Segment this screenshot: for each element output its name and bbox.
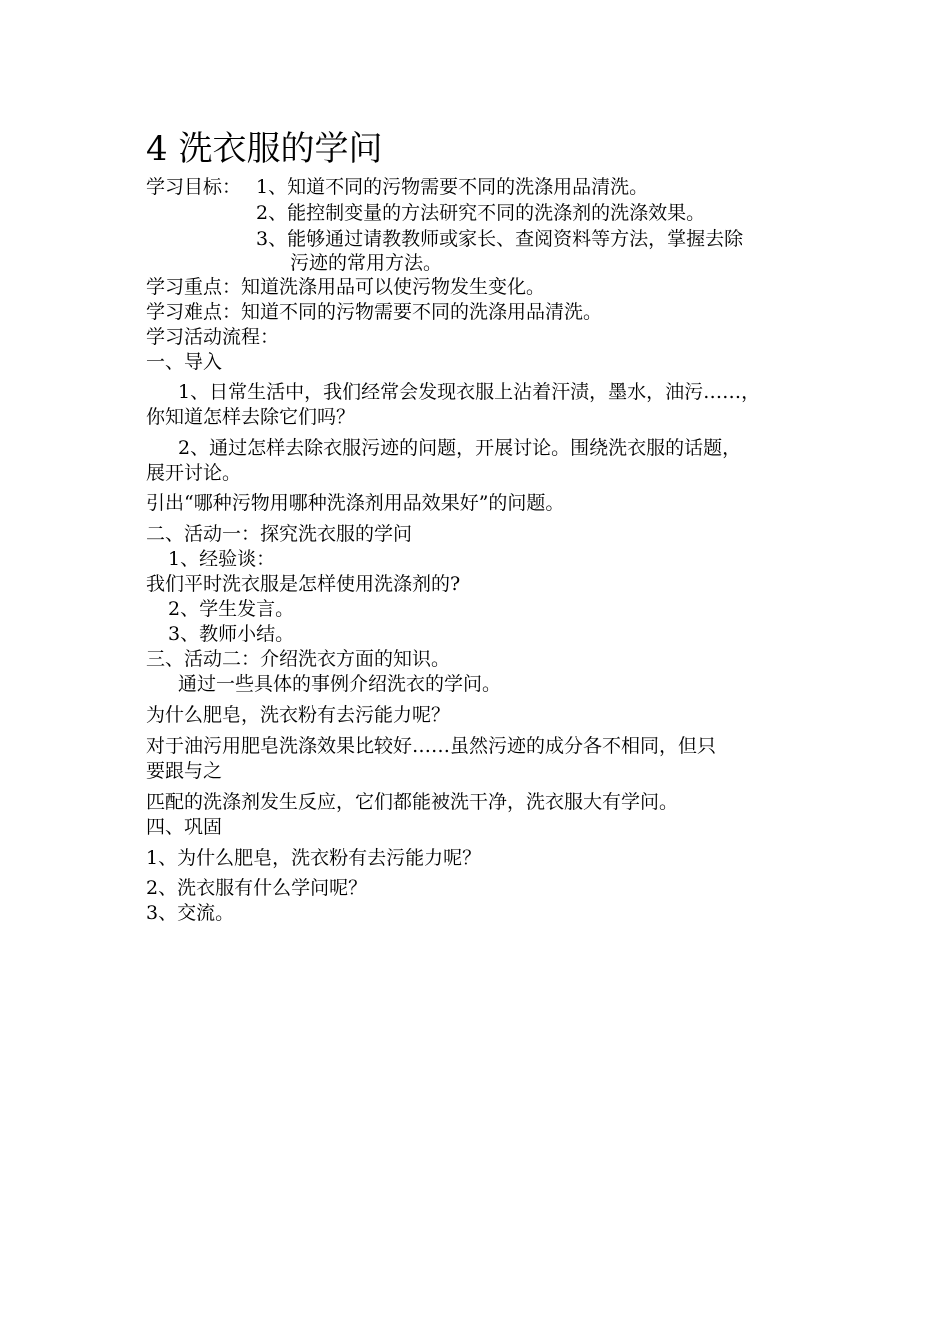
section-3-paragraph-3: 匹配的洗涤剂发生反应，它们都能被洗干净，洗衣服大有学问。 <box>146 791 679 813</box>
difficulty: 学习难点：知道不同的污物需要不同的洗涤用品清洗。 <box>146 301 603 323</box>
section-4-item-2: 2、洗衣服有什么学问呢？ <box>146 877 368 899</box>
section-1-paragraph-2-line-1: 2、通过怎样去除衣服污迹的问题，开展讨论。围绕洗衣服的话题， <box>178 437 742 459</box>
objective-3-line-1: 3、能够通过请教教师或家长、查阅资料等方法，掌握去除 <box>256 228 744 250</box>
section-4-item-1: 1、为什么肥皂，洗衣粉有去污能力呢？ <box>146 847 482 869</box>
section-3-paragraph-2-line-2: 要跟与之 <box>146 760 223 782</box>
section-1-paragraph-2-line-2: 展开讨论。 <box>146 462 242 484</box>
objective-3-line-2: 污迹的常用方法。 <box>290 252 443 274</box>
process-label: 学习活动流程： <box>146 326 280 348</box>
section-2-heading: 二、活动一：探究洗衣服的学问 <box>146 523 413 545</box>
section-1-paragraph-1-line-1: 1、日常生活中，我们经常会发现衣服上沾着汗渍，墨水，油污……， <box>178 381 761 403</box>
section-2-item-1: 1、经验谈： <box>168 548 276 570</box>
objective-1: 1、知道不同的污物需要不同的洗涤用品清洗。 <box>256 176 649 198</box>
section-2-item-3: 3、教师小结。 <box>168 623 295 645</box>
section-3-paragraph-1: 通过一些具体的事例介绍洗衣的学问。 <box>178 673 502 695</box>
objectives-label: 学习目标： <box>146 176 242 198</box>
section-3-paragraph-2-line-1: 对于油污用肥皂洗涤效果比较好……虽然污迹的成分各不相同，但只 <box>146 735 717 757</box>
section-1-paragraph-1-line-2: 你知道怎样去除它们吗？ <box>146 406 356 428</box>
section-3-question: 为什么肥皂，洗衣粉有去污能力呢？ <box>146 704 451 726</box>
document-title: 4 洗衣服的学问 <box>146 129 383 169</box>
section-4-item-3: 3、交流。 <box>146 902 235 924</box>
section-1-heading: 一、导入 <box>146 351 223 373</box>
objective-2: 2、能控制变量的方法研究不同的洗涤剂的洗涤效果。 <box>256 202 706 224</box>
section-3-heading: 三、活动二：介绍洗衣方面的知识。 <box>146 648 451 670</box>
key-point: 学习重点：知道洗涤用品可以使污物发生变化。 <box>146 276 546 298</box>
section-2-question: 我们平时洗衣服是怎样使用洗涤剂的? <box>146 573 461 595</box>
section-2-item-2: 2、学生发言。 <box>168 598 295 620</box>
section-1-paragraph-3: 引出“哪种污物用哪种洗涤剂用品效果好”的问题。 <box>146 492 565 514</box>
section-4-heading: 四、巩固 <box>146 816 223 838</box>
